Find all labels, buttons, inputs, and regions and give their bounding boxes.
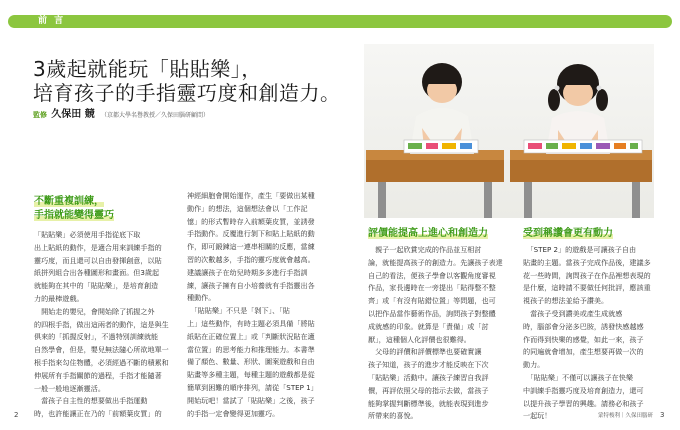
body-line: 「貼貼樂」必須使用手指從底下取	[34, 230, 141, 239]
children-photo	[364, 44, 654, 218]
body-line: 時，也許能讓正在乃的「前額葉皮質」的	[34, 409, 162, 419]
col4-body	[523, 244, 663, 423]
section-label: 前 言	[38, 16, 66, 26]
body-line: 孩子知道，孩子的進步才能反映在下次	[368, 360, 489, 370]
body-line: 的手指一定會變得更加靈巧。	[187, 408, 280, 418]
footer-mark: 蒙特梭利｜久保田腦研	[598, 413, 654, 419]
body-line: 以提升孩子學習的興趣。請務必和孩子	[523, 398, 644, 408]
body-line: 開始走的嬰兒，會開始除了抓握之外	[34, 306, 155, 316]
body-line: 「貼貼樂」活動中。讓孩子練習自我評	[368, 372, 489, 382]
body-line: 中訓練手指靈巧度及培育創造力，還可	[523, 385, 644, 395]
body-line: 自然學會，但是，嬰兒無法隨心所欲地單一	[34, 345, 169, 355]
body-line: 貼畫等多種主題，每種主題的遊戲都是從	[187, 370, 315, 380]
body-line: 當孩子自主性的想要做出手指運動	[34, 396, 148, 406]
body-line: 時，腦部會分泌多巴胺，誘發快感越感	[523, 321, 644, 331]
body-line: 紙拼列組合出各種圖形和畫面。但3歲起	[34, 268, 160, 278]
body-line: 簡單到困難的順序排列，請從「STEP 1」	[187, 382, 318, 392]
body-line: 憶」的形式暫時存入前額葉皮質，並誘發	[187, 216, 315, 226]
body-line: 力的最棒遊戲。	[34, 293, 84, 303]
body-line: 「貼貼樂」不僅可以讓孩子在快樂	[523, 372, 633, 382]
body-line: 一起玩！	[523, 411, 552, 421]
body-line: 視孩子的想法並給予讚美。	[523, 296, 609, 306]
body-line: 花一些時間，詢問孩子在作品裡想表現的	[523, 270, 651, 280]
body-line: 自己的看法，便孩子學會以客觀角度審視	[368, 270, 496, 280]
section-bar	[8, 15, 672, 28]
body-line: 練，讓孩子擁有自小培養就有手指靈出各	[187, 280, 315, 290]
page-number-right: 3	[660, 411, 665, 419]
body-line: 當孩子受到讚美或產生成就感	[523, 308, 623, 318]
body-line: 親子一起欣賞完成的作品並互相討	[368, 245, 482, 254]
body-line: 神經細胞會開始運作，產生「要做出某種	[187, 191, 315, 200]
col4-heading-text: 受到稱讚會更有動力	[523, 228, 613, 239]
body-line: 伸展所有手指關節的過程，手指才能隨著	[34, 370, 162, 380]
col1-heading-line-1: 不斷重複訓練，	[34, 196, 104, 207]
body-line: 齊」或「有沒有貼錯位置」等問題，也可	[368, 296, 496, 306]
col1-body	[34, 229, 174, 421]
body-line: 成就感的印象。就算是「責備」或「討	[368, 321, 489, 331]
body-line: 俱來的「抓握反射」，不過特別訓練就能	[34, 332, 159, 342]
body-line: 靈巧度，而且還可以自由發揮創意，以貼	[34, 255, 162, 265]
body-line: 建議讓孩子在幼兒時期多多進行手指訓	[187, 267, 308, 277]
body-line: 開始玩吧！當試了「貼貼樂」之後，孩子	[187, 395, 315, 405]
col1-heading-line-2: 手指就能變得靈巧	[34, 210, 114, 221]
body-line: 「STEP 2」的遊戲是可讓孩子自由	[523, 245, 637, 254]
body-line: 「貼貼樂」不只是「剝下」、「貼	[187, 306, 290, 316]
headline-line-1: 3歲起就能玩「貼貼樂」，	[33, 57, 262, 81]
col1-heading	[34, 195, 114, 223]
body-line: 的同遍就會增加，產生想要再做一次的	[523, 347, 644, 357]
page-number-left: 2	[14, 411, 19, 419]
body-line: 上」這些動作，有時主題必須具備「將貼	[187, 318, 315, 328]
body-line: 當位置」的思考能力和推理能力。本書準	[187, 344, 315, 354]
byline-role: 監修	[33, 111, 47, 119]
body-line: 厭」，這種個人化評價也很難得。	[368, 334, 471, 344]
body-line: 動作」的想法，這個想法會以「工作記	[187, 203, 308, 213]
body-line: 是什麼，這時請不要做任何批評，應該重	[523, 283, 651, 293]
col3-heading-text: 評價能提高上進心和創造力	[368, 228, 488, 239]
col3-heading	[368, 227, 488, 241]
body-line: 一般一般地逐漸靈活。	[34, 383, 105, 393]
body-line: 論，就能提高孩子的創造力。先讓孩子表達	[368, 257, 503, 267]
body-line: 紙貼在正確位置上」或「判斷狀況貼在適	[187, 331, 315, 341]
col2-body	[187, 190, 329, 420]
body-line: 出上貼紙的動作，是適合用來訓練手指的	[34, 242, 162, 252]
body-line: 動力。	[523, 360, 545, 370]
body-line: 作而得到快樂的感覺，如此一來，孩子	[523, 334, 644, 344]
body-line: 的四根手指，做出這兩者的動作，這是與生	[34, 319, 169, 329]
body-line: 手指動作。反覆進行剝下和貼上貼紙的動	[187, 229, 315, 239]
author-name: 久保田 競	[51, 109, 95, 120]
body-line: 作品，家長邊時在一旁提出「貼得整不整	[368, 283, 496, 293]
headline-line-2: 培育孩子的手指靈巧度和創造力。	[33, 81, 341, 105]
body-line: 貼畫的主題。當孩子完成作品後，建議多	[523, 257, 651, 267]
byline: 監修 久保田 競 （京都大學名譽教授／久保田腦研顧問）	[33, 109, 209, 120]
body-line: 所帶來的喜悅。	[368, 411, 418, 421]
body-line: 種動作。	[187, 293, 216, 303]
body-line: 價，再評依照父母的指示去做，當孩子	[368, 385, 489, 395]
body-line: 就能夠在其中的「貼貼樂」，是培育創造	[34, 281, 159, 291]
body-line: 根手指來勾住物體，必須經過不斷的積累和	[34, 357, 169, 367]
body-line: 習的次數越多，手指的靈巧度就會越高。	[187, 254, 315, 264]
body-line: 父母的評價和評價標準也要確實讓	[368, 347, 482, 357]
col4-heading	[523, 227, 613, 241]
body-line: 能夠掌握判斷標準後，就能表現到進步	[368, 398, 489, 408]
headline	[33, 57, 341, 105]
author-affiliation: 京都大學名譽教授／久保田腦研顧問	[106, 112, 203, 119]
body-line: 以把作品當作藝術作品，詢問孩子對整體	[368, 308, 496, 318]
col3-body	[368, 244, 508, 423]
body-line: 備了顏色、數量、形狀、圖案遊戲和自由	[187, 357, 315, 367]
body-line: 作，即可鍛鍊這一連串相關的反應，當練	[187, 242, 315, 252]
